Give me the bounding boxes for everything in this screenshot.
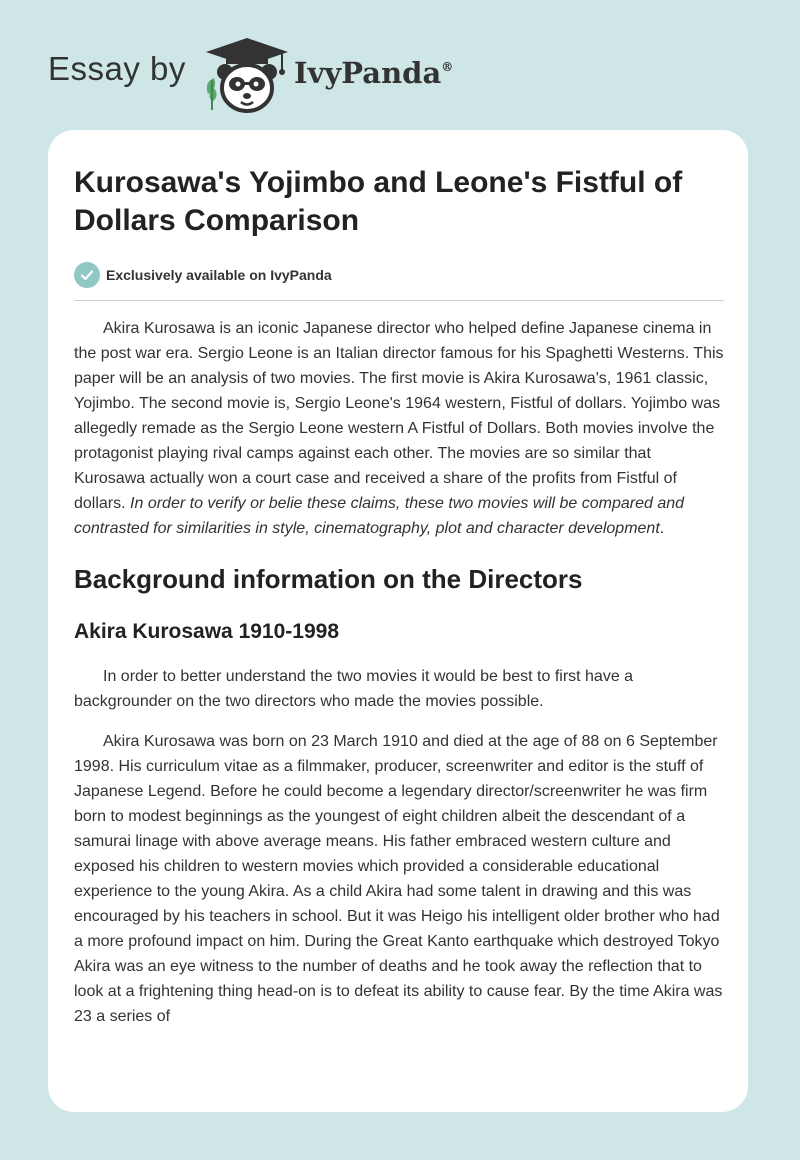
intro-italic: In order to verify or belie these claims, these two movies will be compared and contrasted for similarities in style, cinematography, plot and character development <box>74 495 685 537</box>
intro-end: . <box>659 520 665 537</box>
paragraph-2: In order to better understand the two movies it would be best to first have a backgrounder on the two directors who made the movies possible. <box>74 668 634 710</box>
check-icon <box>74 262 100 288</box>
exclusive-text: Exclusively available on IvyPanda <box>106 267 332 283</box>
subsection-heading: Akira Kurosawa 1910-1998 <box>74 620 339 643</box>
essay-by-label: Essay by <box>48 50 186 87</box>
intro-plain: Akira Kurosawa is an iconic Japanese director who helped define Japanese cinema in the post war era. Sergio Leone is an Italian director famous for his Spaghetti Westerns. This paper will be an analysis of two movies. The first movie is Akira Kurosawa's, 1961 classic, Yojimbo. The second movie is, Sergio Leone's 1964 western, Fistful of dollars. Yojimbo was allegedly remade as the Sergio Leone western A Fistful of Dollars. Both movies involve the protagonist playing rival camps against each other. The movies are so similar that Kurosawa actually won a court case and received a share of the profits from Fistful of dollars. <box>74 320 724 512</box>
divider <box>74 300 724 301</box>
panda-logo-icon[interactable] <box>202 36 292 116</box>
site-header <box>48 36 748 116</box>
paragraph-3: Akira Kurosawa was born on 23 March 1910 and died at the age of 88 on 6 September 1998. His curriculum vitae as a filmmaker, producer, screenwriter and editor is the stuff of Japanese Legend. Before he could become a legendary director/screenwriter he was firm born to modest beginnings as the youngest of eight children albeit the descendant of a samurai linage with above average means. His father embraced western culture and exposed his children to western movies which provided a considerable educational experience to the young Akira. As a child Akira had some talent in drawing and this was encouraged by his teachers in school. But it was Heigo his intelligent older brother who had a more profound impact on him. During the Great Kanto earthquake which destroyed Tokyo Akira was an eye witness to the number of deaths and he took away the reflection that to look at a frightening thing head-on is to defeat its ability to cause fear. By the time Akira was 23 a series of <box>74 733 723 1025</box>
exclusive-badge <box>74 262 724 288</box>
essay-content <box>74 164 724 1029</box>
registered-mark: ® <box>441 60 454 74</box>
page-title: Kurosawa's Yojimbo and Leone's Fistful of Dollars Comparison <box>74 166 683 237</box>
essay-card <box>48 130 748 1112</box>
intro-paragraph <box>74 316 724 541</box>
section-heading: Background information on the Directors <box>74 564 583 594</box>
brand-name[interactable]: IvyPanda® <box>294 56 454 90</box>
